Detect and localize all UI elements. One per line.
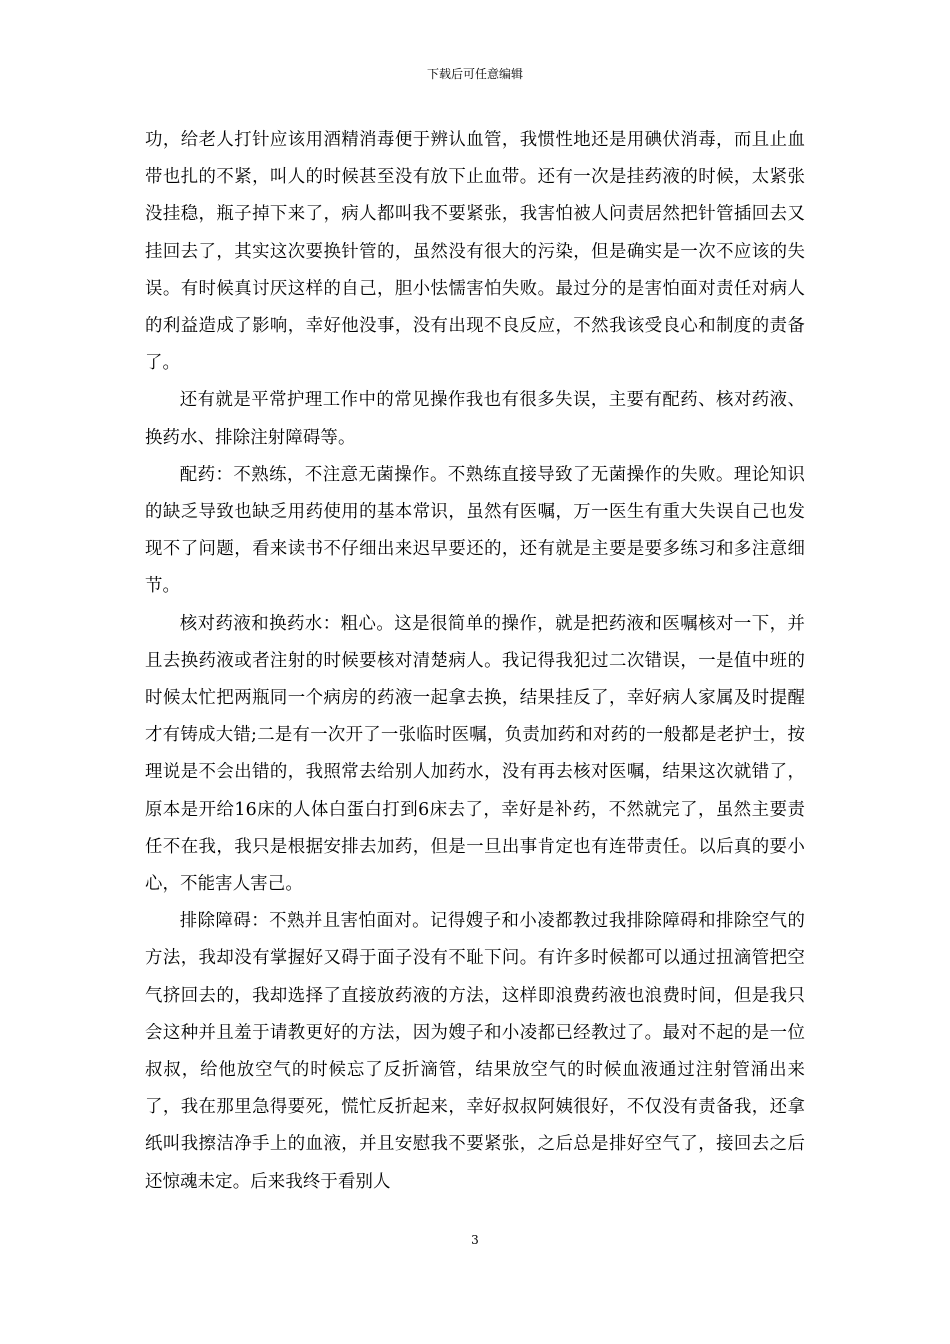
paragraph-1: 功，给老人打针应该用酒精消毒便于辨认血管，我惯性地还是用碘伏消毒，而且止血带也扎的不紧，叫人的时候甚至没有放下止血带。还有一次是挂药液的时候，太紧张没挂稳，瓶子掉下来了，病人都叫我不要紧张，我害怕被人问责居然把针管插回去又挂回去了，其实这次要换针管的，虽然没有很大的污染，但是确实是一次不应该的失误。有时候真讨厌这样的自己，胆小怯懦害怕失败。最过分的是害怕面对责任对病人的利益造成了影响，幸好他没事，没有出现不良反应，不然我该受良心和制度的责备了。 xyxy=(145,130,805,374)
document-body xyxy=(145,122,805,1201)
page-number: 3 xyxy=(471,1233,479,1247)
paragraph-2: 还有就是平常护理工作中的常见操作我也有很多失误，主要有配药、核对药液、换药水、排除注射障碍等。 xyxy=(145,390,805,448)
paragraph-4: 核对药液和换药水：粗心。这是很简单的操作，就是把药液和医嘱核对一下，并且去换药液或者注射的时候要核对清楚病人。我记得我犯过二次错误，一是值中班的时候太忙把两瓶同一个病房的药液一起拿去换，结果挂反了，幸好病人家属及时提醒才有铸成大错;二是有一次开了一张临时医嘱，负责加药和对药的一般都是老护士，按理说是不会出错的，我照常去给别人加药水，没有再去核对医嘱，结果这次就错了，原本是开给16床的人体白蛋白打到6床去了，幸好是补药，不然就完了，虽然主要责任不在我，我只是根据安排去加药，但是一旦出事肯定也有连带责任。以后真的要小心，不能害人害己。 xyxy=(145,613,805,895)
paragraph-3: 配药：不熟练，不注意无菌操作。不熟练直接导致了无菌操作的失败。理论知识的缺乏导致也缺乏用药使用的基本常识，虽然有医嘱，万一医生有重大失误自己也发现不了问题，看来读书不仔细出来迟早要还的，还有就是主要是要多练习和多注意细节。 xyxy=(145,464,805,597)
paragraph-5: 排除障碍：不熟并且害怕面对。记得嫂子和小凌都教过我排除障碍和排除空气的方法，我却没有掌握好又碍于面子没有不耻下问。有许多时候都可以通过扭滴管把空气挤回去的，我却选择了直接放药液的方法，这样即浪费药液也浪费时间，但是我只会这种并且羞于请教更好的方法，因为嫂子和小凌都已经教过了。最对不起的是一位叔叔，给他放空气的时候忘了反折滴管，结果放空气的时候血液通过注射管涌出来了，我在那里急得要死，慌忙反折起来，幸好叔叔阿姨很好，不仅没有责备我，还拿纸叫我擦洁净手上的血液，并且安慰我不要紧张，之后总是排好空气了，接回去之后还惊魂未定。后来我终于看别人 xyxy=(145,911,805,1192)
page-header: 下载后可任意编辑 xyxy=(426,67,523,81)
